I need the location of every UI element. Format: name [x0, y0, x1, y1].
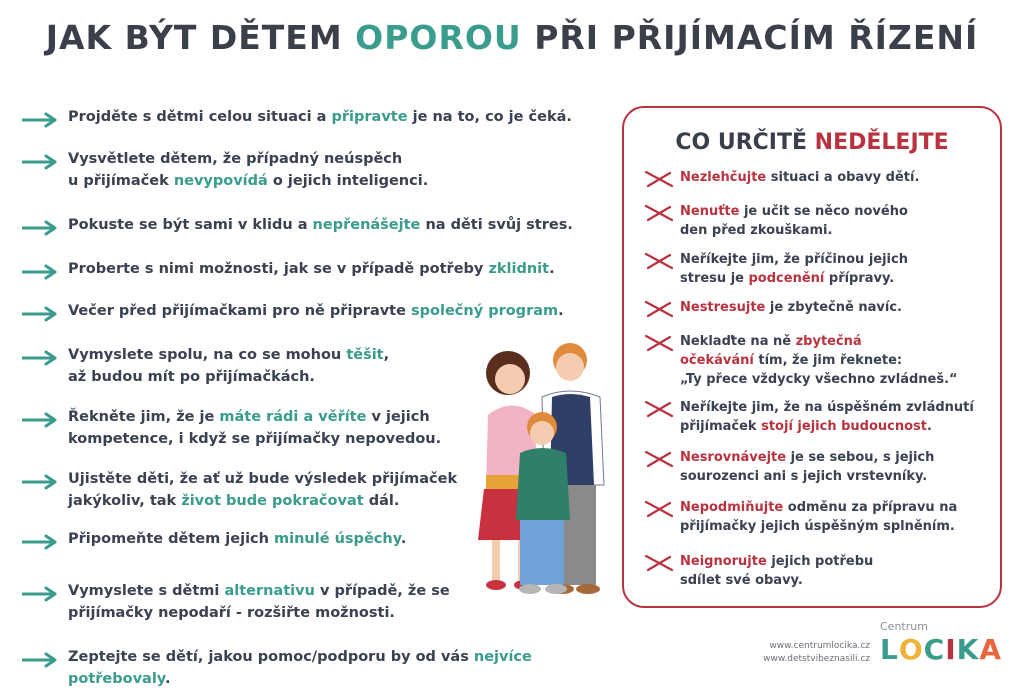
tip-text [68, 646, 628, 690]
text-segment: v jejich kompetence, i když se přijímačky nepovedou. [68, 409, 442, 447]
text-segment: . [558, 303, 564, 319]
text-segment: Ujistěte děti, že ať už bude výsledek přijímaček jakýkoliv, tak [68, 471, 458, 509]
cross-icon [644, 300, 674, 318]
highlight-text: máte rádi a věříte [219, 409, 367, 425]
arrow-right-icon [22, 586, 58, 602]
highlight-text: nevypovídá [173, 173, 268, 189]
dont-text [680, 202, 990, 240]
arrow-right-icon [22, 112, 58, 128]
text-segment: je se sebou, s jejich sourozenci ani s jejich vrstevníky. [680, 450, 935, 484]
dont-text [680, 168, 990, 187]
cross-icon [644, 204, 674, 222]
text-segment: Proberte s nimi možnosti, jak se v případě potřeby [68, 261, 489, 277]
cross-icon [644, 170, 674, 188]
text-segment: Připomeňte dětem jejich [68, 531, 275, 547]
text-segment: Zeptejte se dětí, jakou pomoc/podporu by od vás [68, 649, 474, 665]
text-segment: v případě, že se přijímačky nepodaří - rozšiřte možnosti. [68, 583, 450, 621]
dont-text [680, 552, 990, 590]
title-part2: PŘI PŘIJÍMACÍM ŘÍZENÍ [521, 18, 979, 57]
dont-text [680, 448, 990, 486]
cross-icon [644, 334, 674, 352]
text-segment: Neříkejte jim, že příčinou jejich stresu je [680, 252, 908, 286]
dont-text [680, 498, 990, 536]
text-segment: je na to, co je čeká. [407, 109, 572, 125]
footer-link-detstvibeznasili[interactable]: www.detstvibeznasili.cz [763, 654, 870, 664]
text-segment: . [549, 261, 555, 277]
text-segment: Pokuste se být sami v klidu a [68, 217, 313, 233]
dont-text [680, 250, 990, 288]
highlight-text: společný program [411, 303, 559, 319]
text-segment: . [164, 671, 171, 687]
arrow-right-icon [22, 264, 58, 280]
highlight-text: nejvíce potřebovaly [68, 649, 532, 687]
arrow-right-icon [22, 154, 58, 170]
cross-icon [644, 450, 674, 468]
dont-text [680, 398, 990, 436]
dont-title-part1: CO URČITĚ [675, 130, 815, 155]
highlight-text: minulé úspěchy [274, 531, 401, 547]
highlight-text: Nezlehčujte [680, 170, 767, 185]
dont-text [680, 298, 990, 317]
arrow-right-icon [22, 474, 58, 490]
title-highlight: OPOROU [355, 18, 522, 57]
child-jeans [520, 520, 564, 585]
text-segment: je učit se něco nového den před zkouškami. [680, 204, 908, 238]
tip-text [68, 214, 628, 236]
mother-face [495, 364, 525, 394]
tip-text [68, 106, 628, 128]
tip-text [68, 258, 628, 280]
father-face [556, 353, 584, 381]
cross-icon [644, 554, 674, 572]
text-segment: Vymyslete spolu, na co se mohou [68, 347, 347, 363]
text-segment: , až budou mít po přijímačkách. [68, 347, 390, 385]
highlight-text: Neignorujte [680, 554, 767, 569]
logo-letter: O [898, 633, 923, 666]
text-segment: Projděte s dětmi celou situaci a [68, 109, 332, 125]
text-segment: tím, že jim řeknete: „Ty přece vždycky všechno zvládneš.“ [680, 353, 958, 387]
text-segment: situaci a obavy dětí. [766, 170, 920, 185]
highlight-text: Nenuťte [680, 204, 740, 219]
highlight-text: alternativu [224, 583, 315, 599]
text-segment: o jejich inteligenci. [267, 173, 429, 189]
text-segment: odměnu za přípravu na přijímačky jejich úspěšným splněním. [680, 500, 958, 534]
text-segment: jejich potřebu sdílet své obavy. [680, 554, 874, 588]
text-segment: Večer před přijímačkami pro ně připravte [68, 303, 411, 319]
logo-letter: L [880, 633, 898, 666]
cross-icon [644, 500, 674, 518]
arrow-right-icon [22, 350, 58, 366]
text-segment: Vymyslete s dětmi [68, 583, 225, 599]
highlight-text: život bude pokračovat [181, 493, 364, 509]
highlight-text: podcenění [748, 271, 825, 286]
footer-links [740, 640, 870, 666]
dont-box [622, 106, 1002, 608]
title-part1: JAK BÝT DĚTEM [45, 18, 356, 57]
page-title [0, 18, 1024, 57]
child-sweater [516, 448, 570, 520]
dont-box-title [624, 130, 1000, 155]
locika-logo [880, 634, 1005, 666]
highlight-text: stojí jejich budoucnost [761, 419, 927, 434]
logo-letter: C [923, 633, 945, 666]
tip-text [68, 300, 628, 322]
logo-caption: Centrum [880, 620, 928, 633]
logo-letter: K [956, 633, 979, 666]
text-segment: Neklaďte na ně [680, 334, 796, 349]
text-segment: dál. [363, 493, 400, 509]
text-segment: přípravy. [824, 271, 895, 286]
logo-letter: I [945, 633, 956, 666]
highlight-text: zklidnit [488, 261, 550, 277]
family-illustration [470, 335, 620, 605]
highlight-text: těšit [346, 347, 384, 363]
highlight-text: nepřenášejte [312, 217, 421, 233]
highlight-text: Nestresujte [680, 300, 766, 315]
text-segment: Neříkejte jim, že na úspěšném zvládnutí přijímaček [680, 400, 974, 434]
highlight-text: Nepodmiňujte [680, 500, 784, 515]
arrow-right-icon [22, 220, 58, 236]
highlight-text: zbytečná očekávání [680, 334, 862, 368]
cross-icon [644, 400, 674, 418]
arrow-right-icon [22, 412, 58, 428]
tip-text [68, 148, 628, 192]
highlight-text: připravte [331, 109, 408, 125]
child-face [530, 421, 554, 445]
dont-title-highlight: NEDĚLEJTE [814, 130, 949, 155]
text-segment: Vysvětlete dětem, že případný neúspěch u přijímaček [68, 151, 403, 189]
text-segment: Řekněte jim, že je [68, 409, 220, 425]
arrow-right-icon [22, 652, 58, 668]
arrow-right-icon [22, 534, 58, 550]
logo-letter: A [979, 633, 1002, 666]
dont-text [680, 332, 990, 389]
text-segment: . [927, 419, 932, 434]
footer-link-centrumlocika[interactable]: www.centrumlocika.cz [769, 641, 870, 651]
text-segment: je zbytečně navíc. [765, 300, 902, 315]
text-segment: na děti svůj stres. [420, 217, 573, 233]
cross-icon [644, 252, 674, 270]
arrow-right-icon [22, 306, 58, 322]
highlight-text: Nesrovnávejte [680, 450, 787, 465]
text-segment: . [400, 531, 407, 547]
